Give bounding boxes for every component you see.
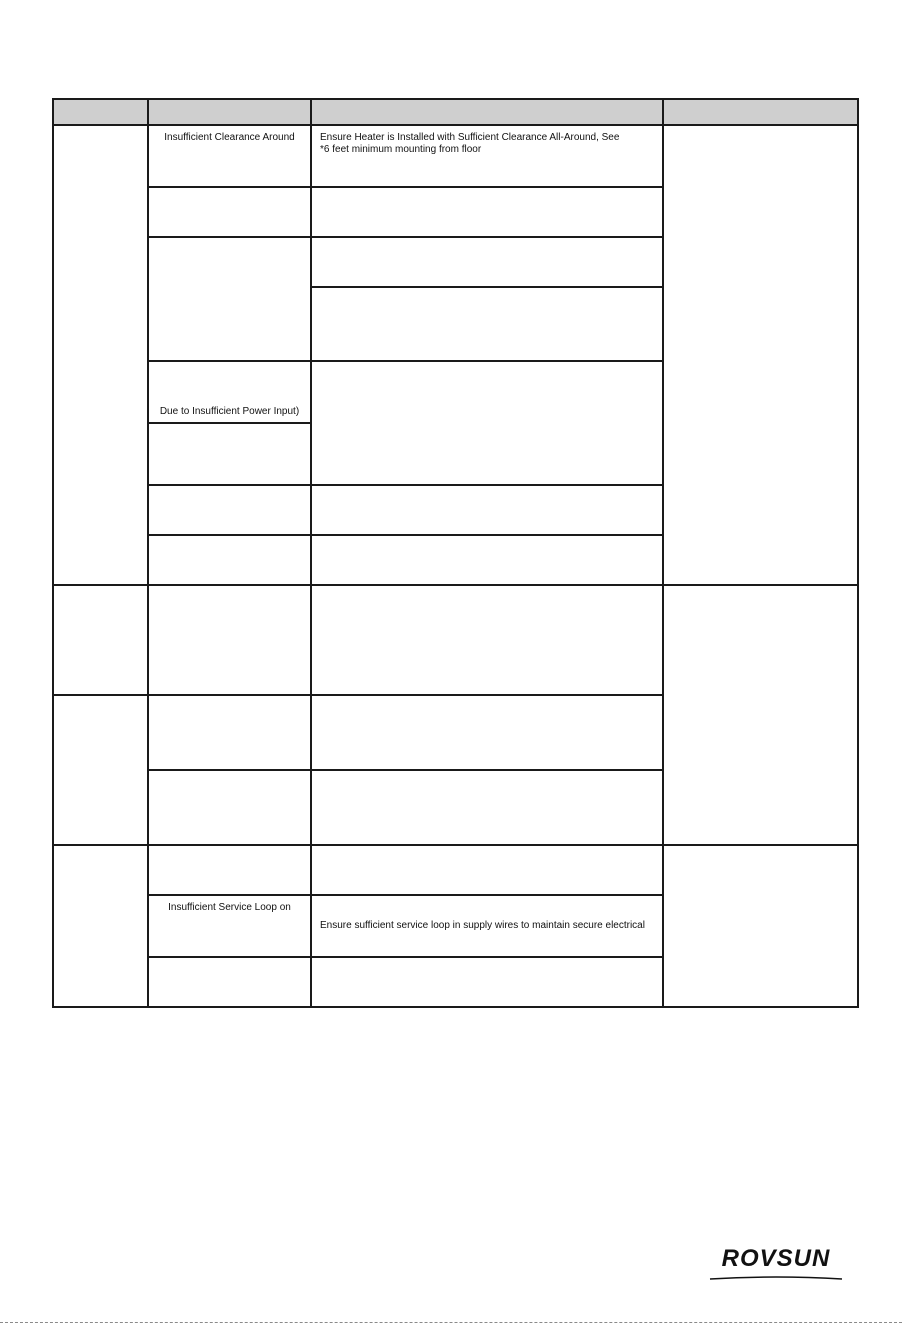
table-row xyxy=(53,125,858,187)
cause-cell xyxy=(148,895,311,957)
header-col-2 xyxy=(148,99,311,125)
header-col-1 xyxy=(53,99,148,125)
cause-text-service-loop: Insufficient Service Loop on xyxy=(168,902,291,913)
table-header-row xyxy=(53,99,858,125)
notes-cell-group-1 xyxy=(663,125,858,585)
solution-cell xyxy=(311,895,663,957)
cause-cell xyxy=(148,485,311,535)
cause-cell xyxy=(148,770,311,845)
table-row xyxy=(53,585,858,695)
solution-cell xyxy=(311,287,663,361)
problem-cell-group-3 xyxy=(53,695,148,845)
cause-cell xyxy=(148,695,311,770)
notes-cell-group-2 xyxy=(663,585,858,845)
brand-logo xyxy=(708,1244,844,1284)
solution-cell xyxy=(311,845,663,895)
solution-text-service-loop: Ensure sufficient service loop in supply wires to maintain secure electrical xyxy=(320,920,645,931)
solution-cell xyxy=(311,695,663,770)
brand-logo-text: ROVSUN xyxy=(721,1245,831,1272)
problem-cell-group-2 xyxy=(53,585,148,695)
cause-cell xyxy=(148,957,311,1007)
problem-cell-group-1 xyxy=(53,125,148,585)
solution-cell xyxy=(311,187,663,237)
troubleshooting-table-wrapper xyxy=(52,98,857,1008)
solution-cell xyxy=(311,535,663,585)
solution-line-2: *6 feet minimum mounting from floor xyxy=(320,144,482,155)
table-row xyxy=(53,845,858,895)
cause-cell xyxy=(148,423,311,485)
cause-cell xyxy=(148,187,311,237)
cause-cell xyxy=(148,845,311,895)
solution-cell xyxy=(311,361,663,485)
solution-cell xyxy=(311,237,663,287)
notes-cell-group-4 xyxy=(663,845,858,1007)
solution-cell xyxy=(311,125,663,187)
cause-text-clearance: Insufficient Clearance Around xyxy=(164,132,295,143)
cause-text-power: Due to Insufficient Power Input) xyxy=(159,406,300,417)
cause-cell xyxy=(148,585,311,695)
cause-cell xyxy=(148,237,311,361)
cause-cell xyxy=(148,125,311,187)
troubleshooting-table xyxy=(52,98,859,1008)
solution-cell xyxy=(311,585,663,695)
solution-cell xyxy=(311,957,663,1007)
page-bottom-dashed-rule xyxy=(0,1322,902,1323)
header-col-3 xyxy=(311,99,663,125)
solution-line-1: Ensure Heater is Installed with Sufficient Clearance All-Around, See xyxy=(320,132,620,143)
solution-text-clearance xyxy=(312,126,662,156)
logo-underline-swoosh xyxy=(708,1276,844,1280)
cause-cell xyxy=(148,361,311,423)
solution-cell xyxy=(311,770,663,845)
header-col-4 xyxy=(663,99,858,125)
problem-cell-group-4 xyxy=(53,845,148,1007)
solution-cell xyxy=(311,485,663,535)
cause-cell xyxy=(148,535,311,585)
